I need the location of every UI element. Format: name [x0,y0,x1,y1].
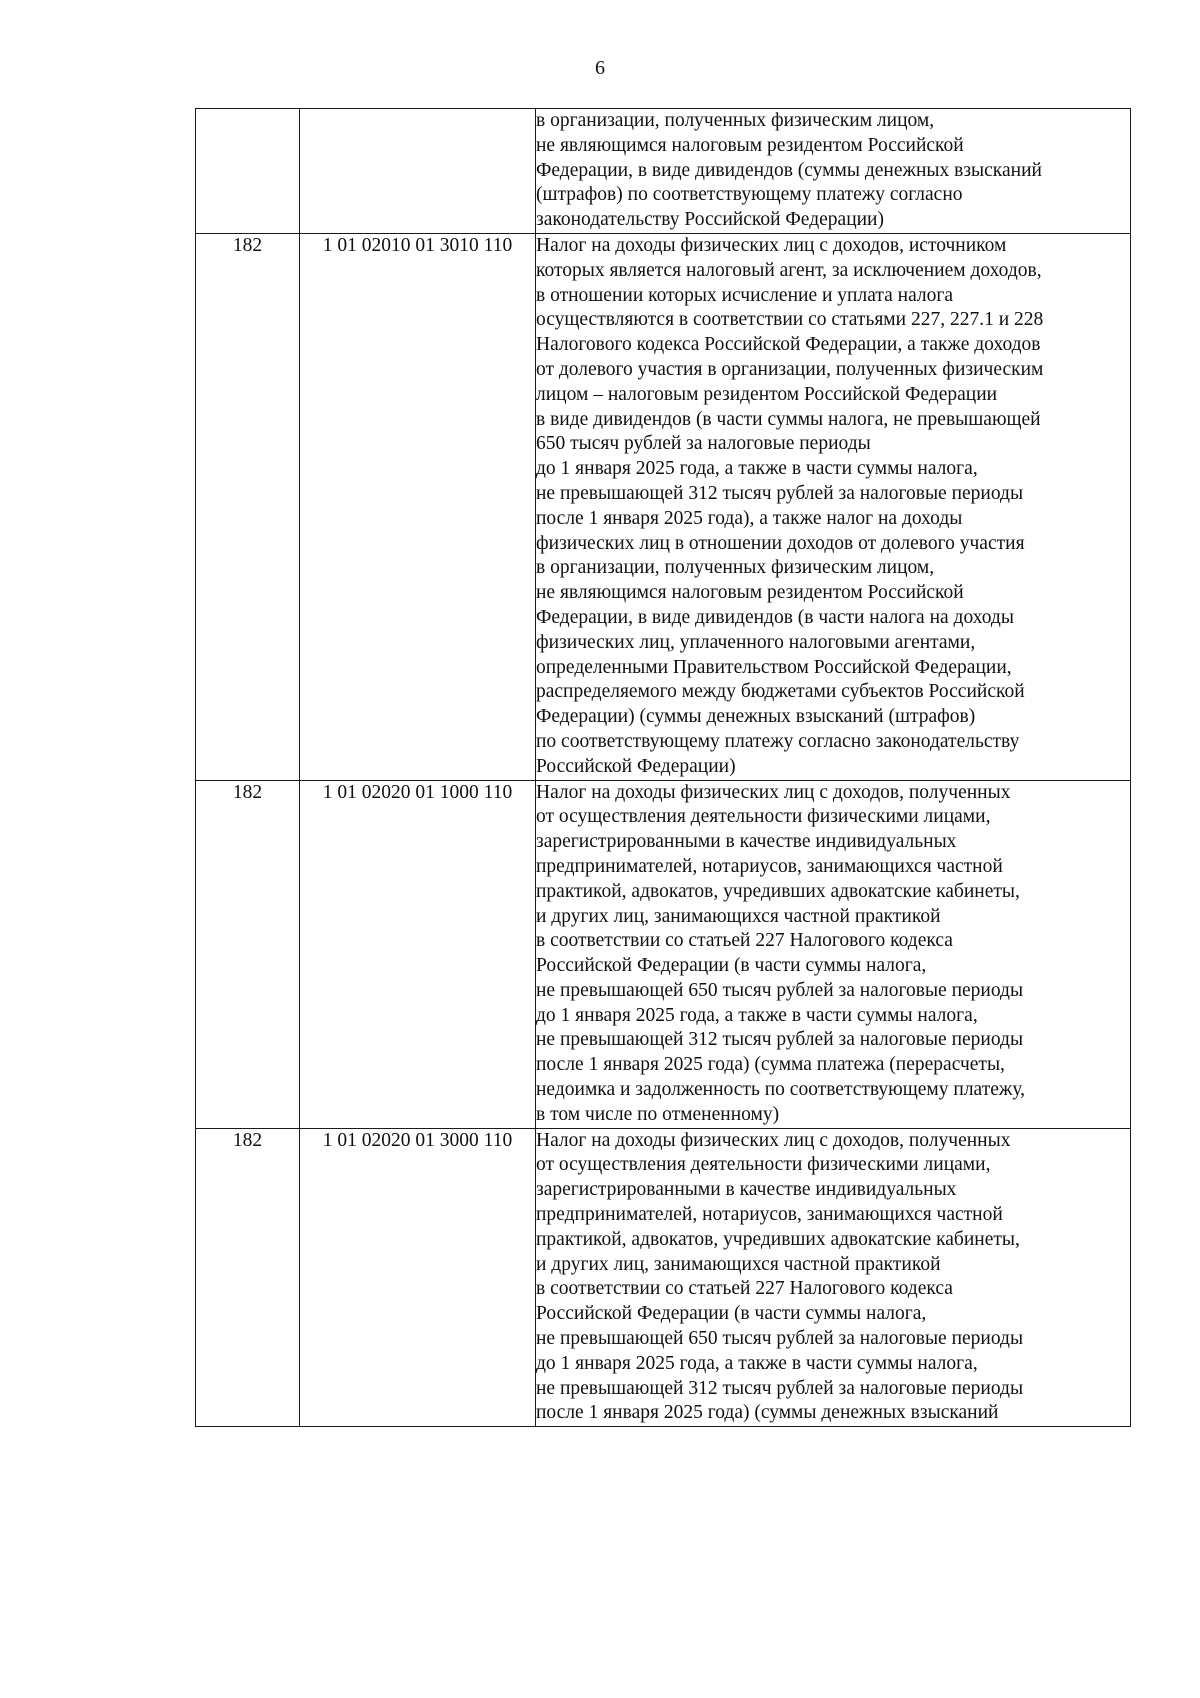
description-line: физических лиц, уплаченного налоговыми агентами, [536,631,976,653]
budget-classification-code-cell: 1 01 02010 01 3010 110 [300,233,536,780]
description-line: не превышающей 312 тысяч рублей за налоговые периоды [536,1029,1024,1051]
description-line: не являющимся налоговым резидентом Российской [536,134,964,156]
description-line: не являющимся налоговым резидентом Российской [536,582,964,604]
description-line: в соответствии со статьей 227 Налогового кодекса [536,1278,953,1300]
description-line: Налог на доходы физических лиц с доходов, полученных [536,781,1011,803]
description-line: не превышающей 312 тысяч рублей за налоговые периоды [536,1377,1024,1399]
description-line: которых является налоговый агент, за исключением доходов, [536,259,1042,281]
description-line: после 1 января 2025 года) (сумма платежа (перерасчеты, [536,1054,1005,1076]
description-line: до 1 января 2025 года, а также в части суммы налога, [536,1352,978,1374]
income-description-cell [536,109,1131,234]
description-line: (штрафов) по соответствующему платежу согласно [536,184,963,206]
description-line: в виде дивидендов (в части суммы налога, не превышающей [536,408,1041,430]
description-line: осуществляются в соответствии со статьями 227, 227.1 и 228 [536,309,1044,331]
description-line: не превышающей 312 тысяч рублей за налоговые периоды [536,482,1024,504]
description-line: Российской Федерации (в части суммы налога, [536,1303,927,1325]
description-line: и других лиц, занимающихся частной практикой [536,905,941,927]
description-line: до 1 января 2025 года, а также в части суммы налога, [536,1004,978,1026]
description-line: 650 тысяч рублей за налоговые периоды [536,433,871,455]
table-body [196,109,1131,1427]
table-row [196,233,1131,780]
administrator-code-cell: 182 [196,1128,300,1427]
description-line: Федерации, в виде дивидендов (суммы денежных взысканий [536,159,1042,181]
description-line: в организации, полученных физическим лицом, [536,110,935,131]
description-line: Налог на доходы физических лиц с доходов, полученных [536,1129,1011,1151]
table-row [196,780,1131,1128]
description-line: в организации, полученных физическим лицом, [536,557,935,579]
income-description-cell [536,1128,1131,1427]
budget-classification-table [195,108,1131,1427]
description-line: Российской Федерации (в части суммы налога, [536,955,927,977]
administrator-code-cell: 182 [196,233,300,780]
description-line: законодательству Российской Федерации) [536,209,884,231]
description-line: практикой, адвокатов, учредивших адвокатские кабинеты, [536,880,1020,902]
income-description-cell [536,780,1131,1128]
budget-classification-code-cell: 1 01 02020 01 1000 110 [300,780,536,1128]
budget-classification-code-cell [300,109,536,234]
description-line: по соответствующему платежу согласно законодательству [536,730,1020,752]
description-line: в соответствии со статьей 227 Налогового кодекса [536,930,953,952]
administrator-code-cell [196,109,300,234]
description-line: после 1 января 2025 года) (суммы денежных взысканий [536,1402,999,1424]
description-line: Федерации, в виде дивидендов (в части налога на доходы [536,606,1014,628]
description-line: недоимка и задолженность по соответствующему платежу, [536,1079,1026,1101]
description-line: определенными Правительством Российской Федерации, [536,656,1012,678]
page-number: 6 [595,57,605,79]
description-line: после 1 января 2025 года), а также налог на доходы [536,507,963,529]
table-row [196,109,1131,234]
description-line: и других лиц, занимающихся частной практикой [536,1253,941,1275]
description-line: от осуществления деятельности физическими лицами, [536,806,991,828]
description-line: Налогового кодекса Российской Федерации, а также доходов [536,334,1041,356]
description-line: физических лиц в отношении доходов от долевого участия [536,532,1025,554]
table-row [196,1128,1131,1427]
description-line: от осуществления деятельности физическими лицами, [536,1154,991,1176]
description-line: Налог на доходы физических лиц с доходов, источником [536,234,1007,256]
description-line: не превышающей 650 тысяч рублей за налоговые периоды [536,1328,1024,1350]
description-line: в том числе по отмененному) [536,1103,780,1125]
income-description-cell [536,233,1131,780]
administrator-code-cell: 182 [196,780,300,1128]
description-line: практикой, адвокатов, учредивших адвокатские кабинеты, [536,1228,1020,1250]
description-line: распределяемого между бюджетами субъектов Российской [536,681,1025,703]
description-line: до 1 января 2025 года, а также в части суммы налога, [536,458,978,480]
description-line: зарегистрированными в качестве индивидуальных [536,1179,957,1201]
description-line: зарегистрированными в качестве индивидуальных [536,831,957,853]
budget-classification-code-cell: 1 01 02020 01 3000 110 [300,1128,536,1427]
description-line: Российской Федерации) [536,755,736,777]
description-line: от долевого участия в организации, полученных физическим [536,358,1044,380]
description-line: Федерации) (суммы денежных взысканий (штрафов) [536,706,976,728]
description-line: предпринимателей, нотариусов, занимающихся частной [536,1204,1003,1226]
description-line: не превышающей 650 тысяч рублей за налоговые периоды [536,979,1024,1001]
description-line: в отношении которых исчисление и уплата налога [536,284,954,306]
description-line: лицом – налоговым резидентом Российской Федерации [536,383,998,405]
description-line: предпринимателей, нотариусов, занимающихся частной [536,855,1003,877]
